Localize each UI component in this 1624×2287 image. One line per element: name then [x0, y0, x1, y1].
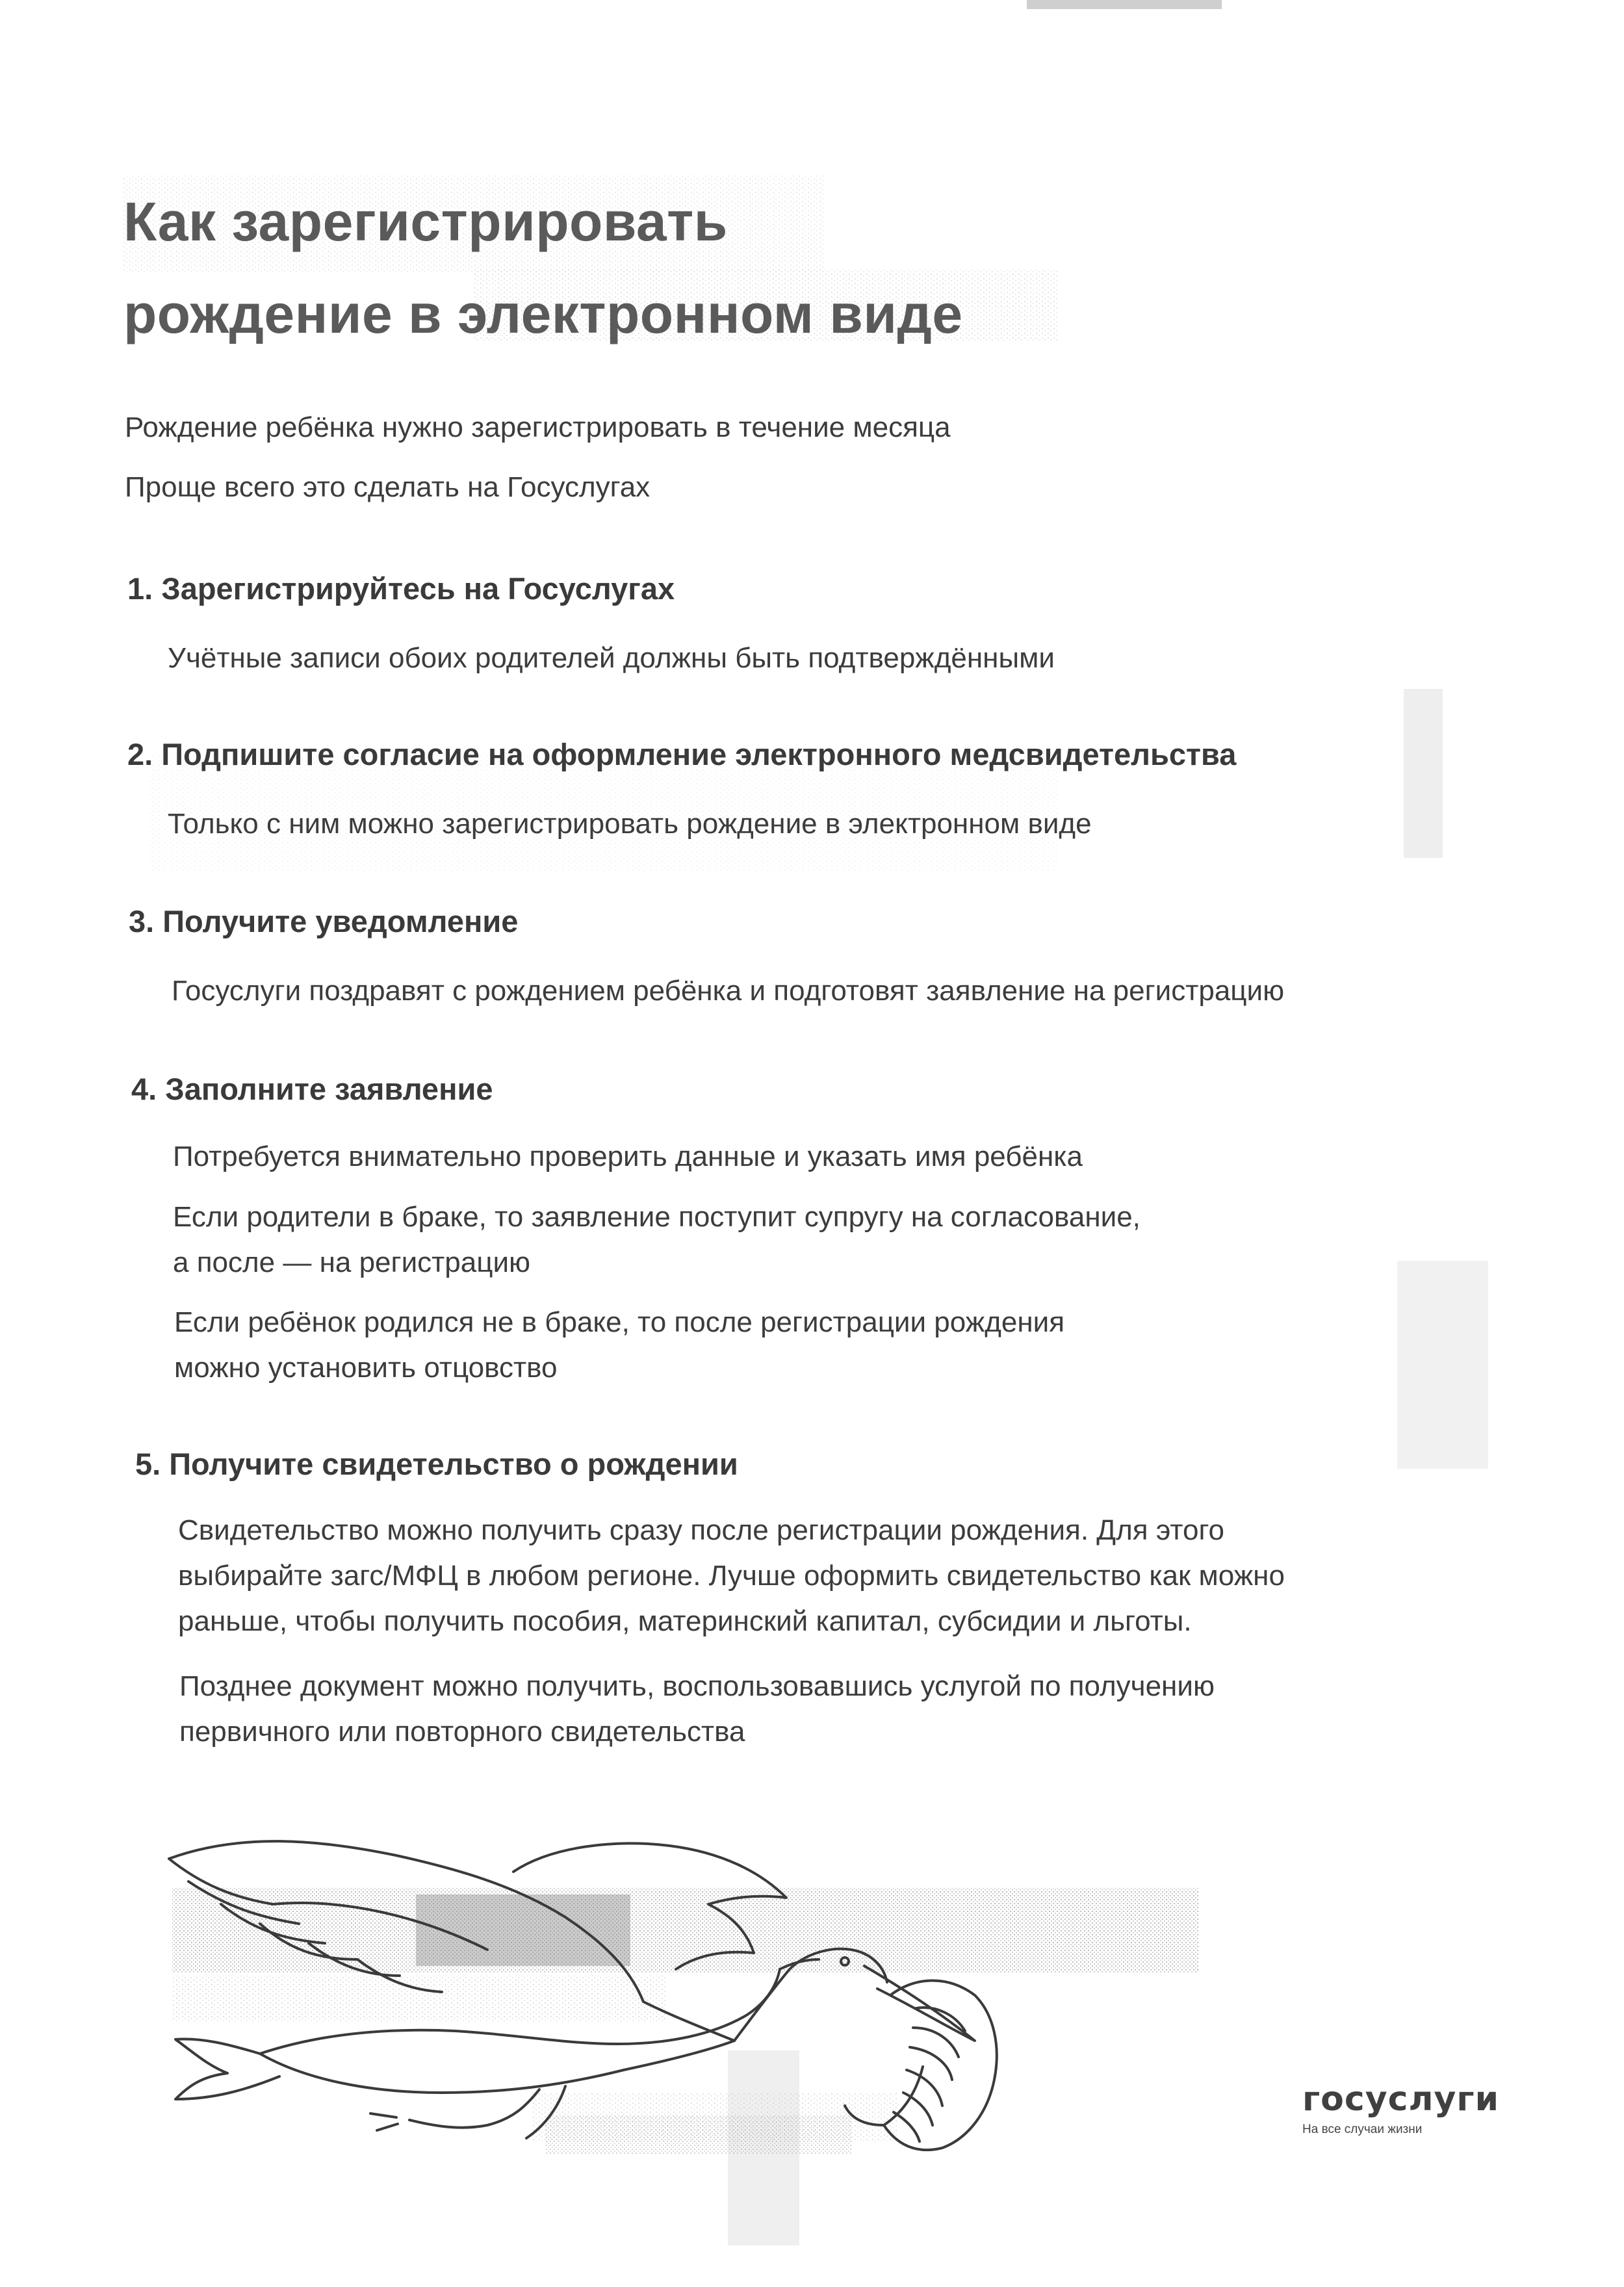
step-5-p1-line-3: раньше, чтобы получить пособия, материнский капитал, субсидии и льготы.: [178, 1605, 1192, 1637]
stork-bundle: [884, 1981, 997, 2151]
intro-line-2: Проще всего это сделать на Госуслугах: [125, 471, 651, 503]
step-5-p1-line-2: выбирайте загс/МФЦ в любом регионе. Лучше оформить свидетельство как можно: [178, 1560, 1285, 1592]
intro: [125, 398, 1295, 517]
step-1-paragraph: [168, 636, 1055, 681]
step-2-paragraph: [168, 801, 1092, 847]
step-5-paragraph-1: [178, 1508, 1285, 1644]
intro-line-1: Рождение ребёнка нужно зарегистрировать в течение месяца: [125, 411, 951, 443]
step-3-heading: 3. Получите уведомление: [129, 904, 519, 938]
step-4-p2-line-2: а после — на регистрацию: [173, 1247, 531, 1278]
step-5-paragraph-2: [179, 1664, 1215, 1755]
stork-illustration: [149, 1820, 1254, 2184]
gosuslugi-logo: [1302, 2080, 1500, 2137]
step-4-p3-line-1: Если ребёнок родился не в браке, то после регистрации рождения: [174, 1306, 1065, 1338]
step-2-heading: 2. Подпишите согласие на оформление электронного медсвидетельства: [127, 737, 1237, 771]
step-5-p2-line-2: первичного или повторного свидетельства: [179, 1716, 745, 1748]
step-1-line: Учётные записи обоих родителей должны быть подтверждёнными: [168, 642, 1055, 674]
step-5-heading: 5. Получите свидетельство о рождении: [135, 1447, 738, 1481]
step-4-p3-line-2: можно установить отцовство: [174, 1352, 558, 1384]
stork-neck: [734, 1949, 887, 2041]
page-title: [123, 175, 1228, 360]
step-5-p2-line-1: Позднее документ можно получить, воспользовавшись услугой по получению: [179, 1670, 1215, 1702]
step-4-paragraph-3: [174, 1300, 1064, 1391]
title-line-2: рождение в электронном виде: [123, 283, 963, 344]
title-line-1: Как зарегистрировать: [123, 191, 728, 252]
step-2-line: Только с ним можно зарегистрировать рождение в электронном виде: [168, 808, 1092, 840]
step-4-paragraph-1: [173, 1134, 1083, 1180]
step-1-heading: 1. Зарегистрируйтесь на Госуслугах: [127, 571, 675, 606]
step-5-p1-line-1: Свидетельство можно получить сразу после регистрации рождения. Для этого: [178, 1514, 1224, 1546]
step-3-paragraph: [172, 968, 1284, 1014]
stork-wing-upper: [169, 1841, 643, 2002]
logo-tagline: На все случаи жизни: [1302, 2123, 1423, 2136]
stork-wing-second: [513, 1843, 786, 1969]
stork-beak: [864, 1966, 975, 2041]
step-4-p2-line-1: Если родители в браке, то заявление поступит супругу на согласование,: [173, 1201, 1141, 1233]
step-3-line: Госуслуги поздравят с рождением ребёнка и подготовят заявление на регистрацию: [172, 975, 1285, 1007]
logo-wordmark: госуслуги: [1302, 2080, 1500, 2119]
step-4-p1-line-1: Потребуется внимательно проверить данные и указать имя ребёнка: [173, 1141, 1083, 1172]
step-4-paragraph-2: [173, 1195, 1141, 1286]
step-4-heading: 4. Заполните заявление: [131, 1072, 493, 1106]
stork-body: [260, 1969, 780, 2054]
